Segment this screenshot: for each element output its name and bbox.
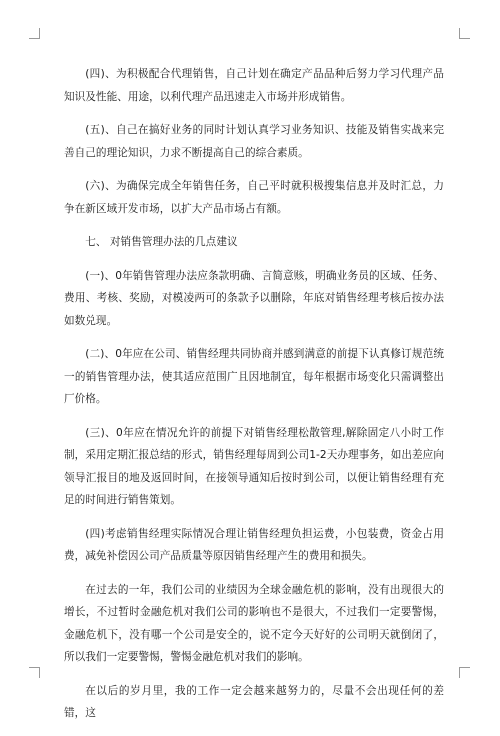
paragraph: (四)、为积极配合代理销售，自己计划在确定产品品种后努力学习代理产品知识及性能、用途，以利代理产品迅速走入市场并形成销售。: [64, 68, 444, 103]
paragraph: (一)、0年销售管理办法应条款明确、言简意赅，明确业务员的区域、任务、费用、考核、奖励，对模凌两可的条款予以删除，年底对销售经理考核后按办法如数兑现。: [64, 269, 444, 327]
section-heading: 七、 对销售管理办法的几点建议: [85, 236, 238, 248]
paragraph: (五)、自己在搞好业务的同时计划认真学习业务知识、技能及销售实战来完善自己的理论知识，力求不断提高自己的综合素质。: [64, 124, 444, 159]
paragraph: (四)考虑销售经理实际情况合理让销售经理负担运费，小包装费，资金占用费，减免补偿因公司产品质量等原因销售经理产生的费用和损失。: [64, 527, 444, 562]
crop-mark-bottom-right: [459, 667, 470, 678]
crop-mark-top-right: [459, 28, 470, 39]
crop-mark-top-left: [29, 28, 40, 39]
crop-mark-bottom-left: [29, 667, 40, 678]
document-body: [64, 63, 444, 736]
paragraph: (三)、0年应在情况允许的前提下对销售经理松散管理,解除固定八小时工作制，采用定期汇报总结的形式，销售经理每周到公司1-2天办理事务，如出差应向领导汇报目的地及返回时间，在接领导通知后按时到公司，以便让销售经理有充足的时间进行销售策划。: [64, 426, 444, 506]
paragraph: (六)、为确保完成全年销售任务，自己平时就积极搜集信息并及时汇总，力争在新区域开发市场，以扩大产品市场占有额。: [64, 180, 444, 215]
paragraph: 在以后的岁月里，我的工作一定会越来越努力的，尽量不会出现任何的差错，这: [64, 684, 444, 719]
paragraph: 在过去的一年，我们公司的业绩因为全球金融危机的影响，没有出现很大的增长，不过暂时金融危机对我们公司的影响也不是很大，不过我们一定要警惕，金融危机下，没有哪一个公司是安全的，说不定今天好好的公司明天就倒闭了，所以我们一定要警惕，警惕金融危机对我们的影响。: [64, 583, 444, 663]
paragraph: (二)、0年应在公司、销售经理共同协商并感到满意的前提下认真修订规范统一的销售管理办法，使其适应范围广且因地制宜，每年根据市场变化只需调整出厂价格。: [64, 348, 444, 405]
